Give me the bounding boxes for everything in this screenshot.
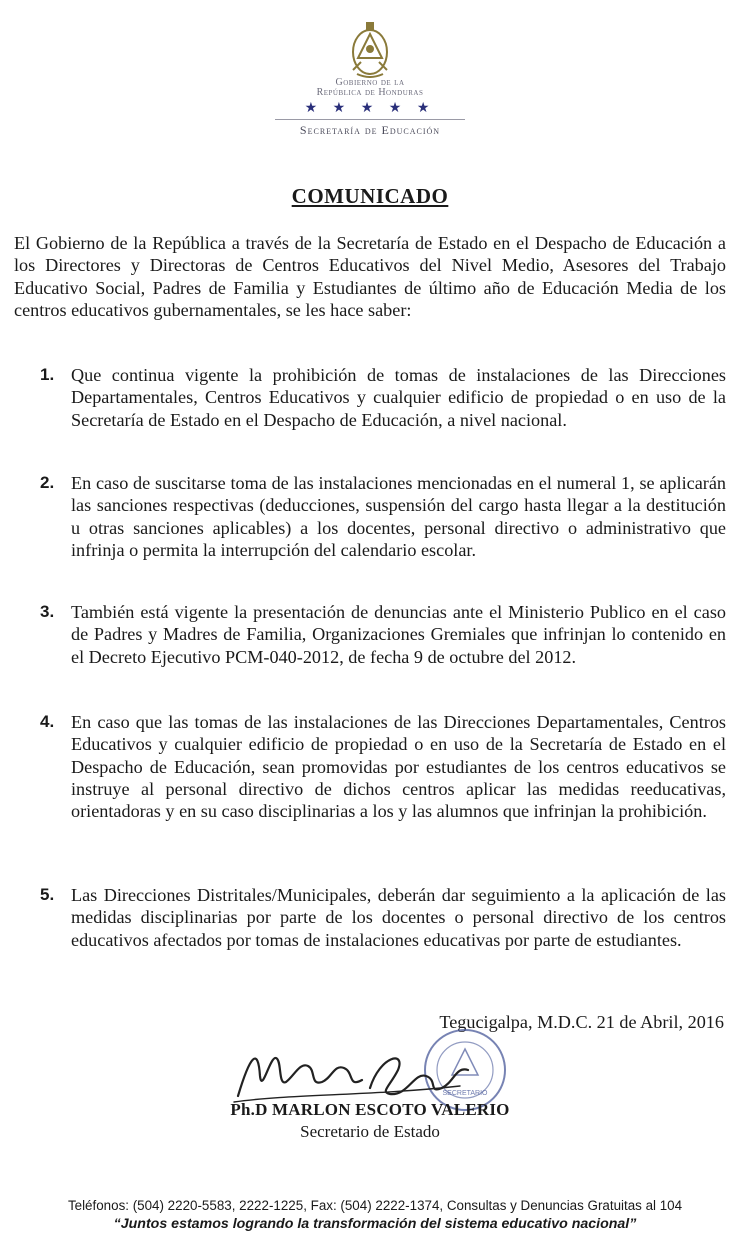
item-text: En caso de suscitarse toma de las instalaciones mencionadas en el numeral 1, se aplicarán las sanciones respectivas (deducciones, suspensión del cargo hasta llegar a la destitución u otras sanciones aplicables) a los docentes, personal directivo o administrativo que infrinja o permita la interrupción del calendario escolar.	[71, 473, 726, 560]
list-item	[40, 472, 726, 561]
dateline: Tegucigalpa, M.D.C. 21 de Abril, 2016	[439, 1012, 724, 1032]
item-text: También está vigente la presentación de denuncias ante el Ministerio Publico en el caso de Padres y Madres de Familia, Organizaciones Gremiales que infrinjan lo contenido en el Decreto Ejecutivo PCM-040-2012, de fecha 9 de octubre del 2012.	[71, 602, 726, 667]
signer-name: Ph.D MARLON ESCOTO VALERIO	[230, 1100, 510, 1119]
item-number: 5.	[40, 885, 55, 904]
footer-contact: Teléfonos: (504) 2220-5583, 2222-1225, Fax: (504) 2222-1374, Consultas y Denuncias Gratuitas al 104	[67, 1198, 683, 1213]
list-item	[40, 884, 726, 951]
item-number: 2.	[40, 473, 55, 492]
item-number: 4.	[40, 712, 55, 731]
stars-row: ★ ★ ★ ★ ★	[304, 101, 436, 116]
item-text: En caso que las tomas de las instalaciones de las Direcciones Departamentales, Centros Educativos y cualquier edificio de propiedad o en uso de la Secretaría de Estado en el Despacho de Educación, sean promovidas por estudiantes de los centros educativos se instruye al personal directivo de dichos centros aplicar las medidas reeducativas, orientadoras y en su caso disciplinarias a los y las alumnos que infrinjan la prohibición.	[71, 712, 726, 822]
secretaria-label: Secretaría de Educación	[299, 123, 441, 137]
coat-of-arms-icon	[347, 18, 393, 78]
intro-paragraph: El Gobierno de la República a través de la Secretaría de Estado en el Despacho de Educación a los Directores y Directoras de Centros Educativos del Nivel Medio, Asesores del Trabajo Educativo Social, Padres de Familia y Estudiantes de último año de Educación Media de los centros educativos gubernamentales, se les hace saber:	[14, 233, 726, 320]
document-title: COMUNICADO	[291, 184, 449, 208]
list-item	[40, 364, 726, 431]
list-item	[40, 711, 726, 822]
signer-role: Secretario de Estado	[300, 1122, 440, 1141]
item-text: Las Direcciones Distritales/Municipales, deberán dar seguimiento a la aplicación de las medidas disciplinarias por parte de los docentes o personal directivo de los centros educativos afectados por tomas de instalaciones educativas por parte de estudiantes.	[71, 885, 726, 950]
item-number: 3.	[40, 602, 55, 621]
letterhead-divider	[275, 119, 465, 120]
item-number: 1.	[40, 365, 55, 384]
letterhead	[265, 18, 475, 148]
item-text: Que continua vigente la prohibición de tomas de instalaciones de las Direcciones Departamentales, Centros Educativos y cualquier edificio de propiedad o en uso de la Secretaría de Estado en el Despacho de Educación, a nivel nacional.	[71, 365, 726, 430]
seal-text: SECRETARIO	[442, 1090, 488, 1097]
gov-line-1: Gobierno de la	[335, 77, 405, 88]
footer-motto: “Juntos estamos logrando la transformación del sistema educativo nacional”	[113, 1216, 637, 1232]
list-item	[40, 601, 726, 668]
gov-line-2: República de Honduras	[316, 87, 424, 98]
